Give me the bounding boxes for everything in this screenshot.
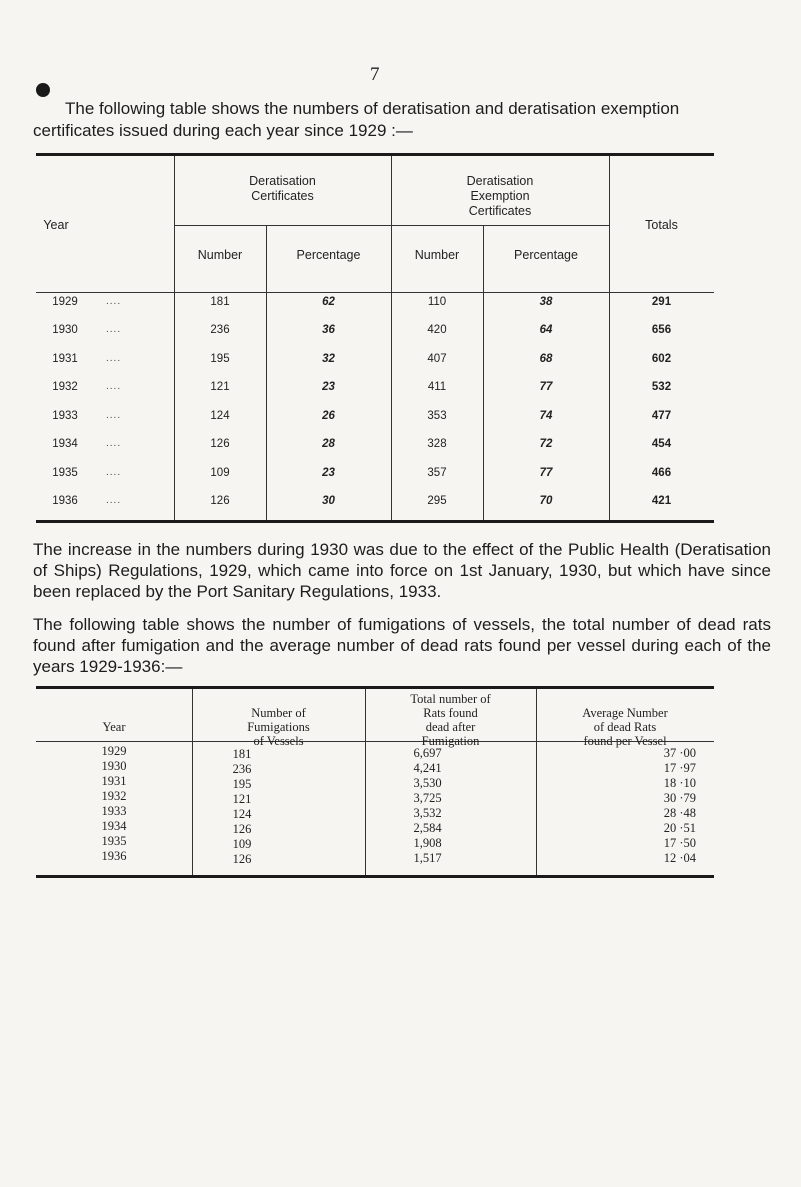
table2-top-rule [36,686,714,689]
exempt-pct-cell: 74 [539,410,553,422]
rats-cell: 2,584 [413,821,442,835]
rats-cell: 6,697 [413,746,442,760]
fumigations-cell: 236 [232,762,252,776]
table1-header-number: Number [197,248,243,262]
exempt-number-cell: 295 [427,495,447,507]
table1-divider [609,156,610,520]
average-cell: 17 ·50 [663,836,696,850]
paragraph-fumigation-intro: The following table shows the number of fumigations of vessels, the total number of dead rats found after fumigation and the average number of dead rats found per vessel during each of the years 1929-1936:— [33,615,771,676]
table1-header-number: Number [414,248,460,262]
exempt-pct-cell: 64 [539,324,553,336]
year-cell: 1930 [52,324,78,336]
fumigations-cell: 121 [232,792,252,806]
average-cell: 30 ·79 [663,791,696,805]
year-cell: 1930 [101,759,127,773]
leader-dots: .... [106,438,122,449]
year-cell: 1933 [101,804,127,818]
derat-pct-cell: 26 [322,410,335,422]
average-cell: 17 ·97 [663,761,696,775]
table1-header-percentage: Percentage [296,248,361,262]
exempt-number-cell: 110 [427,296,447,308]
total-cell: 477 [651,410,672,422]
table1-top-rule [36,153,714,156]
derat-pct-cell: 30 [322,495,335,507]
rats-cell: 3,725 [413,791,442,805]
total-cell: 602 [651,353,672,365]
derat-number-cell: 195 [210,353,230,365]
leader-dots: .... [106,495,122,506]
table1-header-percentage: Percentage [514,248,578,262]
table1-header-exemption: Deratisation Exemption Certificates [466,174,534,218]
average-cell: 18 ·10 [663,776,696,790]
year-cell: 1931 [101,774,127,788]
rats-cell: 3,532 [413,806,442,820]
exempt-pct-cell: 70 [539,495,553,507]
year-cell: 1936 [101,849,127,863]
fumigations-cell: 126 [232,852,252,866]
table2-header-fumigations: Number of Fumigations of Vessels [247,706,310,748]
derat-number-cell: 109 [210,467,230,479]
leader-dots: .... [106,324,122,335]
leader-dots: .... [106,353,122,364]
exempt-pct-cell: 68 [539,353,553,365]
table2-header-average: Average Number of dead Rats found per Vessel [582,706,668,748]
derat-pct-cell: 62 [322,296,335,308]
year-cell: 1935 [52,467,78,479]
table1-header-year: Year [43,218,69,232]
total-cell: 466 [651,467,672,479]
total-cell: 454 [651,438,672,450]
table2-bottom-rule [36,875,714,878]
table2-header-rats: Total number of Rats found dead after Fumigation [410,692,491,748]
average-cell: 12 ·04 [663,851,696,865]
year-cell: 1932 [52,381,78,393]
table1-divider [174,156,175,520]
derat-number-cell: 121 [210,381,230,393]
leader-dots: .... [106,410,122,421]
derat-pct-cell: 28 [322,438,335,450]
average-cell: 28 ·48 [663,806,696,820]
year-cell: 1929 [52,296,78,308]
exempt-number-cell: 411 [427,381,447,393]
leader-dots: .... [106,296,122,307]
table1-subheader-rule [174,225,609,226]
intro-line-1: The following table shows the numbers of deratisation and deratisation exemption [65,99,680,118]
leader-dots: .... [106,467,122,478]
exempt-pct-cell: 77 [539,467,553,479]
exempt-pct-cell: 77 [539,381,553,393]
exempt-number-cell: 407 [427,353,447,365]
exempt-number-cell: 353 [427,410,447,422]
year-cell: 1929 [101,744,127,758]
year-cell: 1936 [52,495,78,507]
fumigations-cell: 195 [232,777,252,791]
total-cell: 421 [651,495,672,507]
derat-pct-cell: 32 [322,353,335,365]
derat-number-cell: 126 [210,495,230,507]
rats-cell: 1,517 [413,851,442,865]
year-cell: 1933 [52,410,78,422]
exempt-pct-cell: 38 [539,296,553,308]
bullet-icon [36,83,50,97]
derat-pct-cell: 23 [322,381,335,393]
paragraph-regulations: The increase in the numbers during 1930 was due to the effect of the Public Health (Deratisation of Ships) Regulations, 1929, which came into force on 1st January, 1930, but which have since been replaced by the Port Sanitary Regulations, 1933. [33,540,771,601]
rats-cell: 3,530 [413,776,442,790]
year-cell: 1934 [101,819,127,833]
table1-header-deratisation: Deratisation Certificates [249,174,316,203]
derat-pct-cell: 23 [322,467,335,479]
intro-text [33,98,773,142]
leader-dots: .... [106,381,122,392]
table1-header-rule [36,292,714,293]
page-number: 7 [370,64,380,85]
rats-cell: 1,908 [413,836,442,850]
derat-number-cell: 126 [210,438,230,450]
year-cell: 1935 [101,834,127,848]
fumigations-cell: 109 [232,837,252,851]
table1-bottom-rule [36,520,714,523]
average-cell: 20 ·51 [663,821,696,835]
fumigations-cell: 181 [232,747,252,761]
exempt-number-cell: 328 [427,438,447,450]
derat-number-cell: 236 [210,324,230,336]
rats-cell: 4,241 [413,761,442,775]
exempt-number-cell: 357 [427,467,447,479]
year-cell: 1931 [52,353,78,365]
average-cell: 37 ·00 [663,746,696,760]
derat-number-cell: 181 [210,296,230,308]
intro-line-2: certificates issued during each year since 1929 :— [33,121,413,140]
exempt-pct-cell: 72 [539,438,553,450]
fumigations-cell: 126 [232,822,252,836]
derat-pct-cell: 36 [322,324,335,336]
exempt-number-cell: 420 [427,324,447,336]
derat-number-cell: 124 [210,410,230,422]
table2-header-year: Year [102,720,126,734]
year-cell: 1934 [52,438,78,450]
year-cell: 1932 [101,789,127,803]
total-cell: 291 [651,296,672,308]
table1-header-totals: Totals [645,218,678,232]
total-cell: 532 [651,381,672,393]
fumigations-cell: 124 [232,807,252,821]
total-cell: 656 [651,324,672,336]
